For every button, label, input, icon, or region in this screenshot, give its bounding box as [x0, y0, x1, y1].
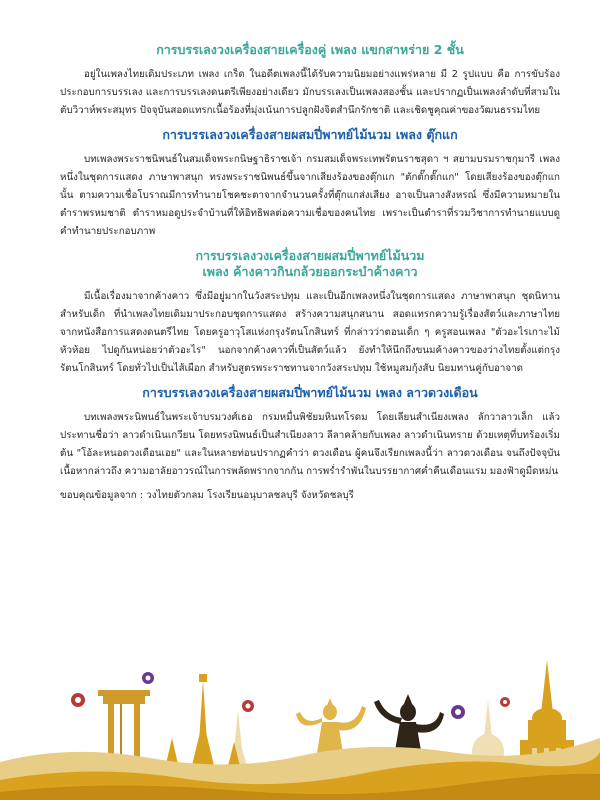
section-heading-line: การบรรเลงวงเครื่องสายผสมปี่พาทย์ไม้นวม — [195, 247, 425, 263]
section-heading-line: เพลง ค้างคาวกินกล้วยออกระบำค้างคาว — [202, 263, 418, 279]
thai-landmarks-illustration — [0, 640, 600, 800]
flower-icon — [500, 697, 510, 707]
section-body: มีเนื้อเรื่องมาจากค้างคาว ซึ่งมีอยู่มากในวังสระปทุม และเป็นอีกเพลงหนึ่งในชุดการแสดง ภาษาพาสนุก ชุดนิทานสำหรับเด็ก ที่นำเพลงไทยเดิมมาประกอบชุดการแสดง สร้างความสนุกสนาน สอดแทรกความรู้เรื่องสัตว์และภาษาไทย จากหนังสือการแสดงดนตรีไทย โดยครูอาวุโสแห่งกรุงรัตนโกสินทร์ ที่กล่าวว่าตอนเด็ก ๆ ครูสอนเพลง "ตัวอะไรเกาะไม้หัวห้อย ไปดูกันหน่อยว่าตัวอะไร" นอกจากค้างคาวที่เป็นสัตว์แล้ว ยังทำให้นึกถึงขนมค้างคาวของว่างไทยตั้งแต่กรุงรัตนโกสินทร์ โดยทั่วไปเป็นไส้เผือก สำหรับสูตรพระราชทานจากวังสระปทุม ใช้หมูสมกุ้งสับ นิยมทานคู่กับอาจาด — [60, 290, 560, 375]
flower-icon — [71, 693, 85, 707]
section-body: อยู่ในเพลงไทยเดิมประเภท เพลง เกร็ด ในอดีตเพลงนี้ได้รับความนิยมอย่างแพร่หลาย มี 2 รูปแบบ คือ การขับร้องประกอบการบรรเลง และการบรรเลงดนตรีเพียงอย่างเดียว มักบรรเลงเป็นเพลงสองชั้น และปรากฏเป็นเพลงลำดับที่สามในตับวิวาห์พระสมุทร ปัจจุบันสอดแทรกเนื้อร้องที่มุ่งเน้นการปลูกฝังจิตสำนึกรักชาติ และเชิดชูคุณค่าของวัฒนธรรมไทย — [60, 69, 560, 117]
article — [60, 42, 560, 505]
flower-icon — [451, 705, 465, 719]
section-heading: การบรรเลงวงเครื่องสายผสมปี่พาทย์ไม้นวม เพลง ตุ๊กแก — [162, 126, 458, 142]
section-body: บทเพลงพระนิพนธ์ในพระเจ้าบรมวงศ์เธอ กรมหมื่นพิชัยมหินทโรดม โดยเลียนสำเนียงเพลง ลักวาลาวเล็ก แล้วประทานชื่อว่า ลาวดำเนินเกวียน โดยทรงนิพนธ์เป็นสำเนียงลาว ลีลาคล้ายกับเพลง ลาวดำเนินทราย ด้วยเหตุที่บทร้องเริ่มต้น "โอ้ละหนอดวงเดือนเอย" และในหลายท่อนปรากฏคำว่า ดวงเดือน ผู้คนจึงเรียกเพลงนี้ว่า ลาวดวงเดือน จนถึงปัจจุบัน เนื้อหากล่าวถึง ความอาลัยอาวรณ์ในการพลัดพรากจากกัน การพร่ำรำพันในบรรยากาศค่ำคืนเดือนแรม มองฟ้าดูมืดหม่น — [60, 411, 560, 478]
credit-line: ขอบคุณข้อมูลจาก : วงไทยตัวกลม โรงเรียนอนุบาลชลบุรี จังหวัดชลบุรี — [60, 490, 354, 502]
section-body: บทเพลงพระราชนิพนธ์ในสมเด็จพระกนิษฐาธิราชเจ้า กรมสมเด็จพระเทพรัตนราชสุดา ฯ สยามบรมราชกุมารี เพลงหนึ่งในชุดการแสดง ภาษาพาสนุก ทรงพระราชนิพนธ์ขึ้นจากเสียงร้องของตุ๊กแก "ตักตั๊กตั๊กแก" โดยเสียงร้องของตุ๊กแกนั้น ตามความเชื่อโบราณมีการทำนายโชคชะตาจากจำนวนครั้งที่ตุ๊กแกส่งเสียง อาจเป็นลางสังหรณ์ ซึ่งมีความหมายในตำราพรหมชาติ ตำราหมอดูประจำบ้านที่ให้อิทธิพลต่อความเชื่อของคนไทย เพราะเป็นตำราที่รวมวิชาการทำนายแบบดูคำทำนายประกอบภาพ — [60, 153, 560, 238]
section-heading — [60, 248, 560, 280]
flower-icon — [242, 700, 254, 712]
section-heading: การบรรเลงวงเครื่องสายเครื่องคู่ เพลง แขกสาหร่าย 2 ชั้น — [156, 42, 464, 57]
flower-icon — [142, 672, 154, 684]
section-heading: การบรรเลงวงเครื่องสายผสมปี่พาทย์ไม้นวม เพลง ลาวดวงเดือน — [142, 384, 478, 400]
